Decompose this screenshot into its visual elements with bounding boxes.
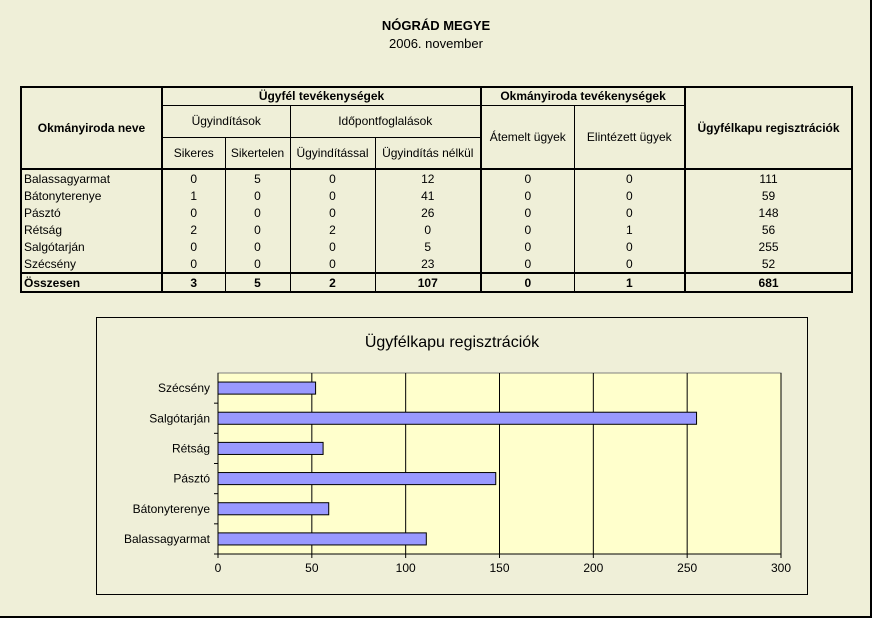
- header-office-name: Okmányiroda neve: [21, 87, 162, 169]
- statistics-table: [20, 86, 853, 293]
- header-with-case: Ügyindítással: [290, 137, 375, 169]
- total-value: 3: [162, 273, 225, 292]
- cell-value: 0: [225, 221, 290, 238]
- chart-title: Ügyfélkapu regisztrációk: [364, 334, 540, 351]
- total-value: 5: [225, 273, 290, 292]
- y-tick-label: Rétság: [171, 441, 210, 456]
- header-unsuccessful: Sikertelen: [225, 137, 290, 169]
- y-tick-label: Balassagyarmat: [123, 531, 210, 546]
- cell-value: 111: [685, 169, 852, 187]
- cell-value: 2: [162, 221, 225, 238]
- x-tick-label: 50: [305, 561, 319, 575]
- cell-value: 5: [225, 169, 290, 187]
- bar: [218, 473, 496, 485]
- header-appointments: Időpontfoglalások: [290, 105, 481, 137]
- cell-value: 5: [375, 238, 481, 255]
- document-title: NÓGRÁD MEGYE: [381, 18, 491, 33]
- row-name: Balassagyarmat: [21, 169, 162, 187]
- cell-value: 0: [290, 255, 375, 273]
- cell-value: 0: [290, 204, 375, 221]
- cell-value: 0: [481, 204, 574, 221]
- cell-value: 255: [685, 238, 852, 255]
- header-client-gate: Ügyfélkapu regisztrációk: [685, 87, 852, 169]
- cell-value: 0: [574, 255, 685, 273]
- header-completed: Elintézett ügyek: [574, 105, 685, 169]
- cell-value: 0: [481, 221, 574, 238]
- table-row: [21, 221, 852, 238]
- cell-value: 12: [375, 169, 481, 187]
- cell-value: 0: [290, 169, 375, 187]
- header-office-activities: Okmányiroda tevékenységek: [481, 87, 685, 105]
- cell-value: 0: [225, 204, 290, 221]
- cell-value: 0: [481, 238, 574, 255]
- cell-value: 0: [162, 255, 225, 273]
- table-row: [21, 187, 852, 204]
- cell-value: 0: [162, 204, 225, 221]
- bar: [218, 412, 697, 424]
- cell-value: 0: [225, 238, 290, 255]
- chart-container: [96, 317, 808, 595]
- total-row: [21, 273, 852, 292]
- bar: [218, 382, 316, 394]
- cell-value: 0: [162, 169, 225, 187]
- total-value: 1: [574, 273, 685, 292]
- table-row: [21, 238, 852, 255]
- cell-value: 0: [375, 221, 481, 238]
- cell-value: 41: [375, 187, 481, 204]
- cell-value: 0: [225, 255, 290, 273]
- row-name: Bátonyterenye: [21, 187, 162, 204]
- x-tick-label: 250: [677, 561, 698, 575]
- y-tick-label: Salgótarján: [149, 411, 210, 426]
- row-name: Pásztó: [21, 204, 162, 221]
- cell-value: 26: [375, 204, 481, 221]
- total-value: 681: [685, 273, 852, 292]
- x-tick-label: 300: [770, 561, 792, 575]
- bar: [218, 503, 329, 515]
- table-row: [21, 255, 852, 273]
- cell-value: 1: [574, 221, 685, 238]
- cell-value: 0: [574, 169, 685, 187]
- cell-value: 0: [574, 238, 685, 255]
- header-client-activities: Ügyfél tevékenységek: [162, 87, 481, 105]
- table-row: [21, 169, 852, 187]
- cell-value: 0: [225, 187, 290, 204]
- cell-value: 1: [162, 187, 225, 204]
- x-tick-label: 150: [489, 561, 510, 575]
- row-name: Salgótarján: [21, 238, 162, 255]
- x-tick-label: 100: [395, 561, 416, 575]
- cell-value: 0: [481, 187, 574, 204]
- cell-value: 59: [685, 187, 852, 204]
- total-label: Összesen: [21, 273, 162, 292]
- bar: [218, 533, 426, 545]
- cell-value: 0: [290, 238, 375, 255]
- table-row: [21, 204, 852, 221]
- y-tick-label: Pásztó: [173, 471, 210, 486]
- cell-value: 0: [162, 238, 225, 255]
- header-case-starts: Ügyindítások: [162, 105, 290, 137]
- cell-value: 0: [481, 255, 574, 273]
- cell-value: 23: [375, 255, 481, 273]
- row-name: Szécsény: [21, 255, 162, 273]
- bar: [218, 442, 323, 454]
- x-tick-label: 0: [214, 561, 222, 575]
- cell-value: 2: [290, 221, 375, 238]
- header-successful: Sikeres: [162, 137, 225, 169]
- header-transferred: Átemelt ügyek: [481, 105, 574, 169]
- total-value: 107: [375, 273, 481, 292]
- row-name: Rétság: [21, 221, 162, 238]
- y-tick-label: Szécsény: [157, 381, 210, 396]
- cell-value: 52: [685, 255, 852, 273]
- cell-value: 0: [574, 187, 685, 204]
- bar-chart: [97, 318, 807, 594]
- cell-value: 148: [685, 204, 852, 221]
- total-value: 0: [481, 273, 574, 292]
- total-value: 2: [290, 273, 375, 292]
- cell-value: 0: [574, 204, 685, 221]
- cell-value: 56: [685, 221, 852, 238]
- cell-value: 0: [290, 187, 375, 204]
- cell-value: 0: [481, 169, 574, 187]
- header-without-case: Ügyindítás nélkül: [375, 137, 481, 169]
- x-tick-label: 200: [583, 561, 604, 575]
- document-subtitle: 2006. november: [389, 36, 483, 51]
- y-tick-label: Bátonyterenye: [132, 501, 210, 516]
